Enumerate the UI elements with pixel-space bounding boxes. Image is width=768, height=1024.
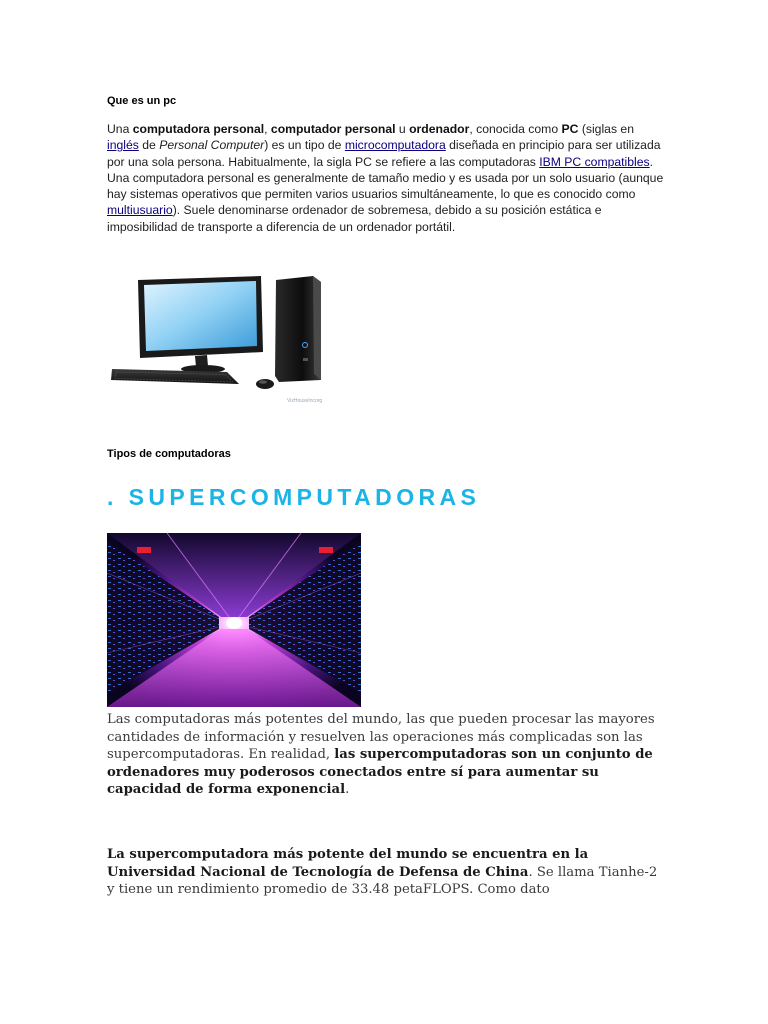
- text-span: de: [138, 138, 160, 153]
- text-span: , conocida como: [469, 122, 562, 136]
- text-span: diseñada en principio para ser utilizada por una sola persona. Habitualmente, la sigla PC se refiere a las computadoras: [107, 138, 661, 169]
- bold-term-ordenador: ordenador: [409, 122, 470, 136]
- link-microcomputadora[interactable]: microcomputadora: [344, 138, 446, 153]
- link-ibm-pc-compatibles[interactable]: IBM PC compatibles: [539, 154, 650, 169]
- link-multiusuario[interactable]: multiusuario: [107, 203, 173, 218]
- image-watermark: VizHouseIncorg: [287, 398, 323, 404]
- red-sign-right: [319, 547, 333, 553]
- text-span: .: [345, 782, 350, 798]
- section-title-tipos-de-computadoras: Tipos de computadoras: [107, 448, 231, 460]
- bold-term-computadora-personal: computadora personal: [132, 122, 265, 136]
- text-span: ). Suele denominarse ordenador de sobremesa, debido a su posición estática e imposibilidad de transporte a diferencia de un ordenador portátil.: [107, 203, 602, 234]
- section-title-que-es-un-pc: Que es un pc: [107, 95, 177, 107]
- text-span: . Una computadora personal es generalmente de tamaño medio y es usada por un solo usuario (aunque hay sistemas operativos que permiten varios usuarios simultáneamente, lo que es conocido como: [107, 154, 664, 202]
- text-span: Las computadoras más potentes del mundo, las que pueden procesar las mayores cantidades de información y resuelven las operaciones más complicadas son las supercomputadoras. En realidad,: [107, 712, 655, 763]
- desktop-pc-image: [107, 266, 329, 406]
- pc-definition-paragraph: [107, 121, 667, 235]
- text-span: ,: [264, 122, 271, 136]
- text-span: ) es un tipo de: [264, 138, 345, 153]
- link-ingles[interactable]: inglés: [107, 138, 139, 153]
- bold-most-powerful-location: La supercomputadora más potente del mundo se encuentra en la Universidad Nacional de Tecnología de Defensa de China: [107, 847, 589, 880]
- text-span: u: [395, 122, 410, 136]
- text-span: . Se llama Tianhe-2 y tiene un rendimiento promedio de 33.48 petaFLOPS. Como dato: [107, 864, 658, 898]
- bold-supercomputadoras-definition: las supercomputadoras son un conjunto de ordenadores muy poderosos conectados entre sí para aumentar su capacidad de forma exponencial: [107, 747, 653, 798]
- monitor-screen: [144, 281, 257, 351]
- bold-term-pc: PC: [561, 122, 579, 136]
- bold-term-computador-personal: computador personal: [270, 122, 396, 136]
- supercomputadoras-heading: . SUPERCOMPUTADORAS: [107, 484, 481, 510]
- italic-personal-computer: Personal Computer: [159, 138, 265, 153]
- red-sign-left: [137, 547, 151, 553]
- supercomputer-datacenter-image: [107, 533, 361, 707]
- text-span: Una: [107, 122, 133, 136]
- text-span: (siglas en: [578, 122, 634, 136]
- tianhe-paragraph: [107, 846, 667, 899]
- supercomputadoras-paragraph: [107, 711, 667, 799]
